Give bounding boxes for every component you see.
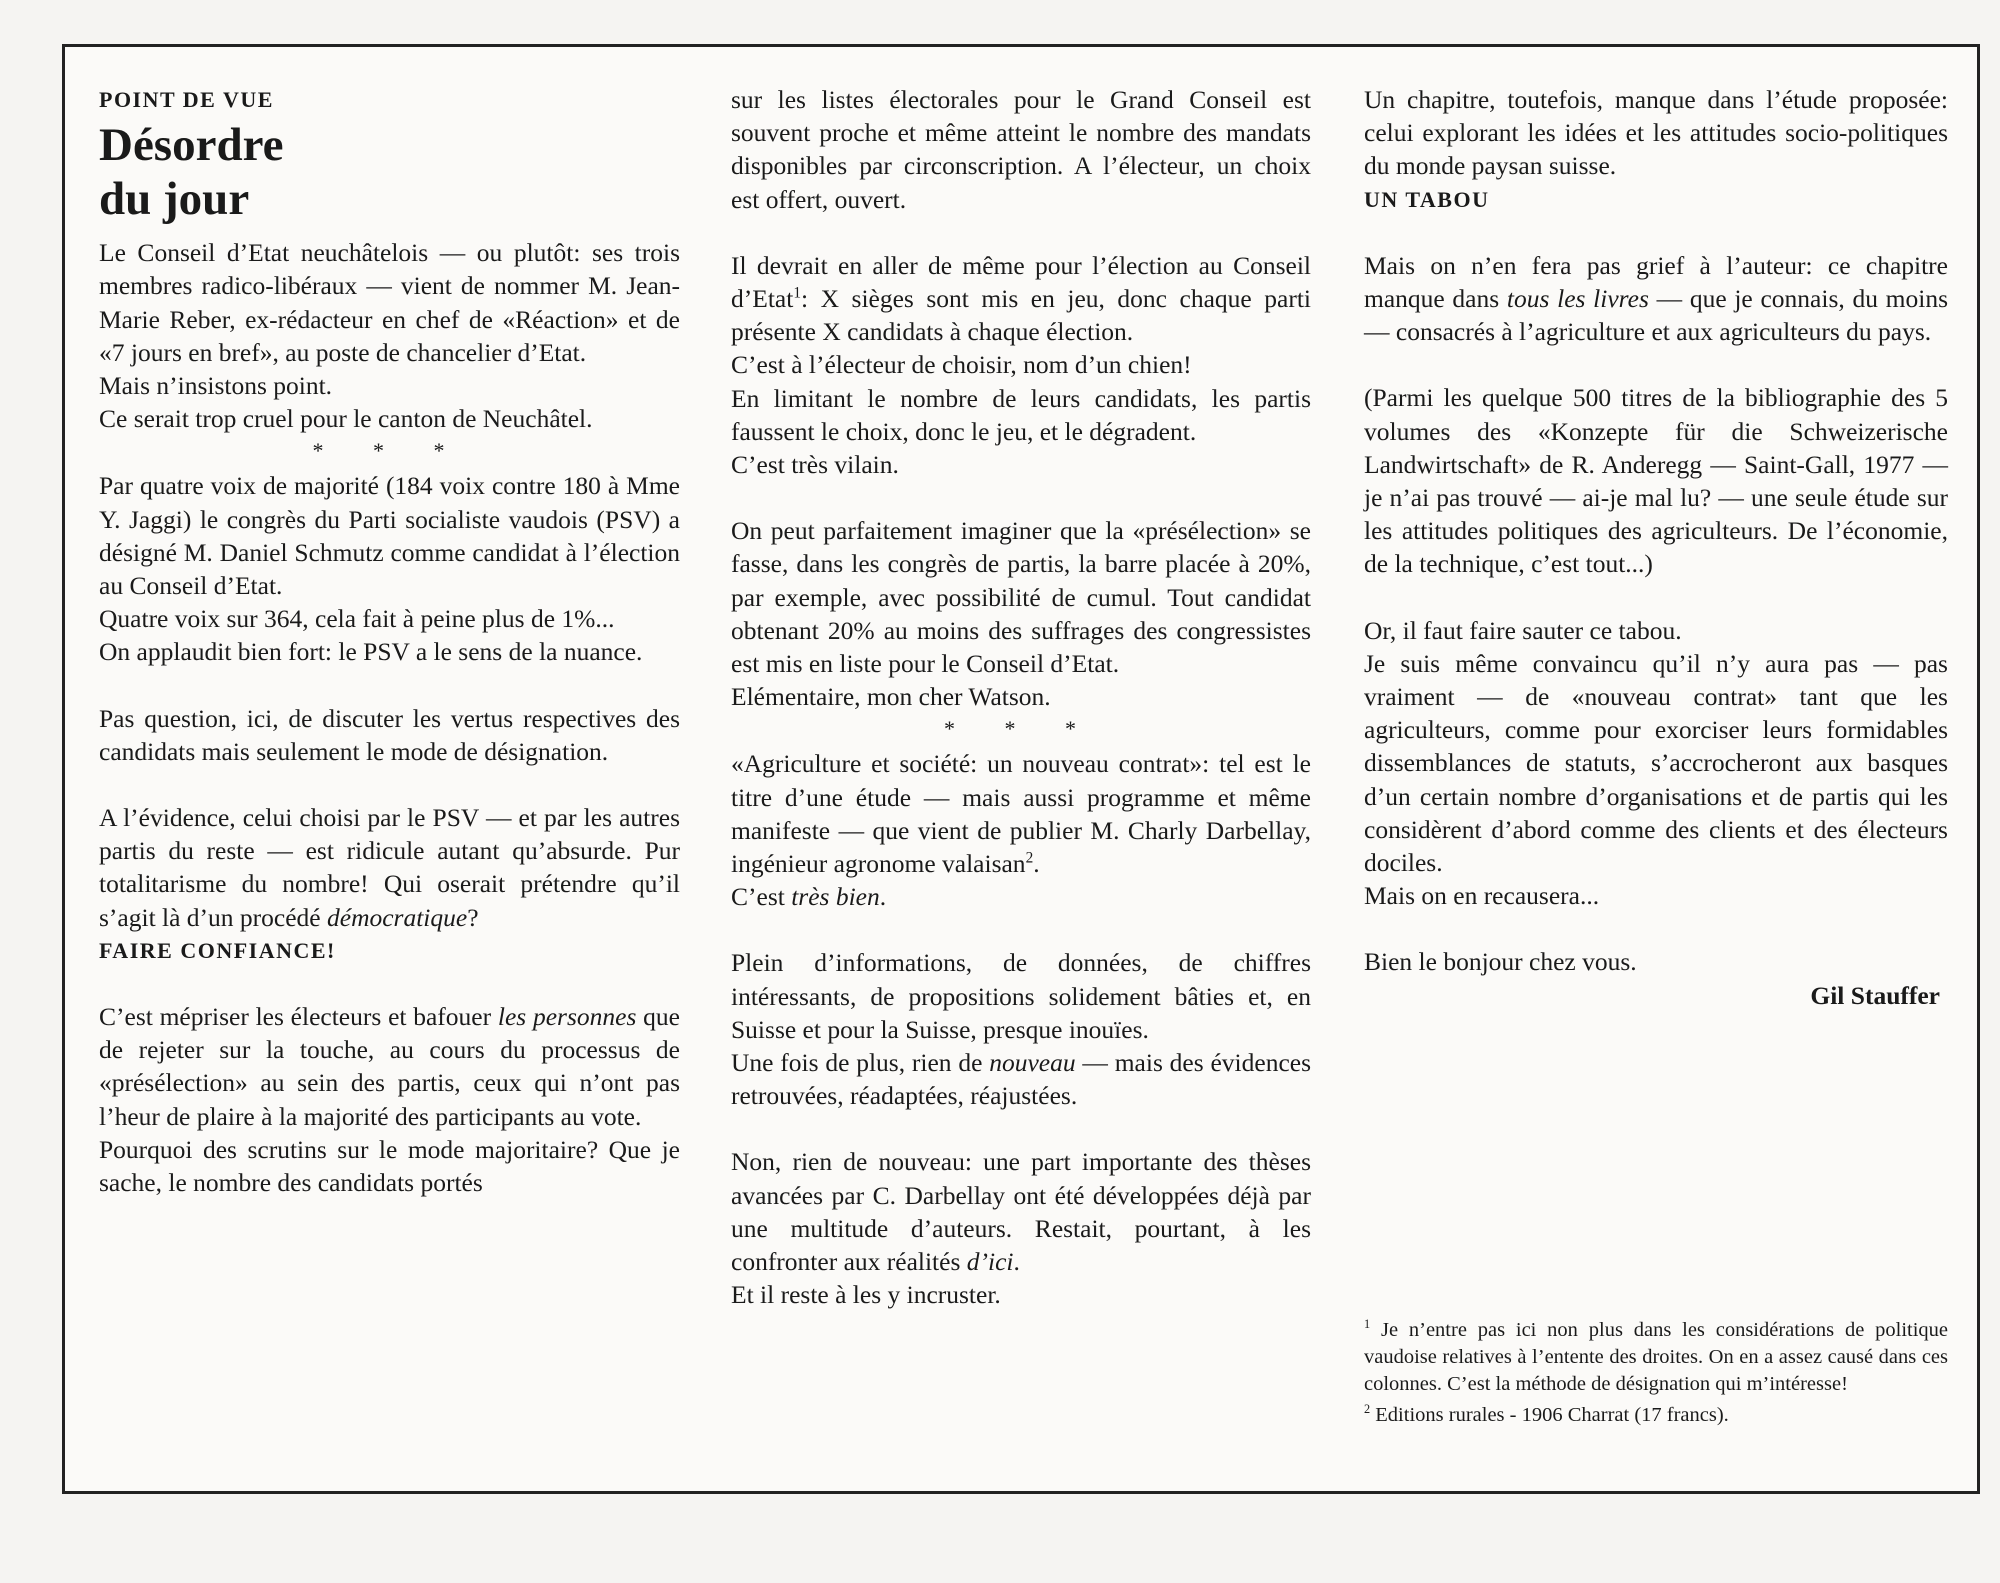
column-1	[99, 83, 680, 1199]
paragraph: Ce serait trop cruel pour le canton de Neuchâtel.	[99, 404, 593, 434]
paragraph: Pourquoi des scrutins sur le mode majoritaire? Que je sache, le nombre des candidats portés	[99, 1134, 680, 1198]
paragraph: C’est à l’électeur de choisir, nom d’un chien!	[731, 350, 1192, 380]
paragraph: (Parmi les quelque 500 titres de la bibliographie des 5 volumes des «Konzepte für die Schweizerische Landwirtschaft» de R. Anderegg — Saint-Gall, 1977 — je n’ai pas trouvé — ai-je mal lu? — une seule étude sur les attitudes politiques des agriculteurs. De l’économie, de la technique, c’est tout...)	[1364, 383, 1948, 579]
paragraph: C’est très vilain.	[731, 450, 899, 480]
paragraph: Bien le bonjour chez vous.	[1364, 947, 1637, 977]
section-separator: * * *	[944, 716, 1098, 742]
paragraph: Mais n’insistons point.	[99, 371, 333, 401]
title-line-2: du jour	[99, 173, 250, 226]
paragraph: C’est très bien.	[731, 882, 887, 912]
paragraph: sur les listes électorales pour le Grand Conseil est souvent proche et même atteint le nombre des mandats disponibles par circonscription. A l’électeur, un choix est offert, ouvert.	[731, 85, 1311, 214]
article-frame	[62, 44, 1980, 1494]
footnote-1: $^1$ Je n’entre pas ici non plus dans les considérations de politique vaudoise relatives à l’entente des droites. On en a assez causé dans ces colonnes. C’est la méthode de désignation qui m’intéresse!	[1364, 1317, 1948, 1395]
paragraph: On peut parfaitement imaginer que la «présélection» se fasse, dans les congrès de partis, la barre placée à 20%, par exemple, avec possibilité de cumul. Tout candidat obtenant 20% au moins des suffrages des congressistes est mis en liste pour le Conseil d’Etat.	[731, 516, 1311, 679]
footnote-ref: 2	[1025, 849, 1034, 867]
footnote-2: $^2$ Editions rurales - 1906 Charrat (17 francs).	[1364, 1402, 1729, 1426]
subheading: UN TABOU	[1364, 186, 1490, 212]
paragraph: C’est mépriser les électeurs et bafouer les personnes que de rejeter sur la touche, au cours du processus de «présélection» au sein des partis, ceux qui n’ont pas l’heur de plaire à la majorité des participants au vote.	[99, 1002, 680, 1131]
section-separator: * * *	[312, 438, 467, 464]
paragraph: Pas question, ici, de discuter les vertus respectives des candidats mais seulement le mode de désignation.	[99, 703, 680, 766]
paragraph: Plein d’informations, de données, de chiffres intéressants, de propositions solidement bâties et, en Suisse et pour la Suisse, presque inouïes.	[731, 948, 1311, 1044]
footnote-ref: 1	[793, 284, 801, 302]
paragraph: Elémentaire, mon cher Watson.	[731, 682, 1051, 712]
column-2	[731, 83, 1311, 1312]
paragraph: Quatre voix sur 364, cela fait à peine plus de 1%...	[99, 604, 615, 634]
paragraph: «Agriculture et société: un nouveau contrat»: tel est le titre d’une étude — mais aussi programme et même manifeste — que vient de publier M. Charly Darbellay, ingénieur agronome valaisan$^2$.	[731, 749, 1311, 879]
column-3	[1364, 83, 1948, 1012]
paragraph: En limitant le nombre de leurs candidats, les partis faussent le choix, donc le jeu, et le dégradent.	[731, 383, 1311, 446]
kicker: POINT DE VUE	[99, 87, 274, 112]
paragraph: Une fois de plus, rien de nouveau — mais des évidences retrouvées, réadaptées, réajustées.	[731, 1048, 1311, 1111]
paragraph: Or, il faut faire sauter ce tabou.	[1364, 615, 1682, 645]
paragraph: A l’évidence, celui choisi par le PSV — et par les autres partis du reste — est ridicule autant qu’absurde. Pur totalitarisme du nombre! Qui oserait prétendre qu’il s’agit là d’un procédé démocratique?	[99, 803, 680, 932]
paragraph: On applaudit bien fort: le PSV a le sens de la nuance.	[99, 637, 643, 667]
subheading: FAIRE CONFIANCE!	[99, 937, 336, 963]
title-line-1: Désordre	[99, 119, 284, 172]
paragraph: Je suis même convaincu qu’il n’y aura pas — pas vraiment — de «nouveau contrat» tant que les agriculteurs, comme pour exorciser leurs formidables dissemblances de statuts, s’accrocheront aux basques d’un certain nombre d’organisations et de partis qui les considèrent d’abord comme des clients et des électeurs dociles.	[1364, 648, 1948, 878]
paragraph: Mais on n’en fera pas grief à l’auteur: ce chapitre manque dans tous les livres — que je connais, du moins — consacrés à l’agriculture et aux agriculteurs du pays.	[1364, 250, 1949, 347]
paragraph: Et il reste à les y incruster.	[731, 1280, 1001, 1310]
paragraph: Un chapitre, toutefois, manque dans l’étude proposée: celui explorant les idées et les attitudes socio-politiques du monde paysan suisse.	[1364, 85, 1948, 181]
paragraph: Il devrait en aller de même pour l’élection au Conseil d’Etat$^1$: X sièges sont mis en jeu, donc chaque parti présente X candidats à chaque élection.	[731, 250, 1311, 347]
author-signature: Gil Stauffer	[1810, 980, 1940, 1010]
footnotes	[1364, 1317, 1948, 1433]
paragraph: Non, rien de nouveau: une part importante des thèses avancées par C. Darbellay ont été développées déjà par une multitude d’auteurs. Restait, pourtant, à les confronter aux réalités d’ici.	[731, 1147, 1311, 1277]
paragraph: Par quatre voix de majorité (184 voix contre 180 à Mme Y. Jaggi) le congrès du Parti socialiste vaudois (PSV) a désigné M. Daniel Schmutz comme candidat à l’élection au Conseil d’Etat.	[99, 471, 680, 601]
paragraph: Mais on en recausera...	[1364, 881, 1600, 911]
article-title	[99, 118, 680, 226]
paragraph: Le Conseil d’Etat neuchâtelois — ou plutôt: ses trois membres radico-libéraux — vient de nommer M. Jean-Marie Reber, ex-rédacteur en chef de «Réaction» et de «7 jours en bref», au poste de chancelier d’Etat.	[99, 238, 680, 367]
